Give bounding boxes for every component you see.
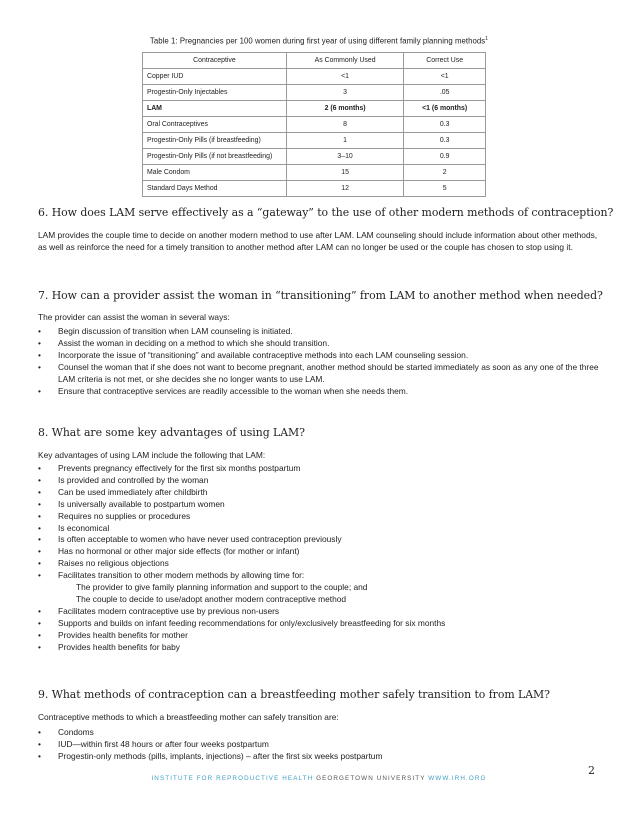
footer-institute: INSTITUTE FOR REPRODUCTIVE HEALTH	[151, 775, 314, 782]
bullet-icon: •	[38, 750, 41, 761]
question-8-intro: Key advantages of using LAM include the following that LAM:	[38, 450, 266, 460]
list-item: • Raises no religious objections	[38, 558, 169, 569]
common-use-cell: 12	[286, 181, 403, 197]
question-7-heading: 7. How can a provider assist the woman in “transitioning” from LAM to another method when needed?	[38, 289, 603, 302]
header-correct-use: Correct Use	[404, 53, 486, 69]
footnote-marker: 1	[485, 36, 489, 42]
list-item: • Incorporate the issue of “transitioning” and available contraceptive methods into each LAM counseling session.	[38, 349, 469, 360]
method-cell: LAM	[143, 101, 287, 117]
method-cell: Progestin-Only Pills (if not breastfeeding)	[143, 149, 287, 165]
list-item: • Supports and builds on infant feeding recommendations for only/exclusively breastfeeding for six months	[38, 617, 446, 628]
table-caption-text: Table 1: Pregnancies per 100 women during first year of using different family planning methods	[149, 36, 486, 46]
common-use-cell: 15	[286, 165, 403, 181]
list-item: • IUD—within first 48 hours or after four weeks postpartum	[38, 738, 269, 749]
table-row-lam	[143, 101, 486, 117]
page-footer	[0, 775, 638, 782]
method-cell: Oral Contraceptives	[143, 117, 287, 133]
list-item: • Is provided and controlled by the woman	[38, 474, 209, 485]
question-9-heading: 9. What methods of contraception can a breastfeeding mother safely transition to from LAM?	[38, 688, 550, 701]
bullet-icon: •	[38, 641, 41, 652]
correct-use-cell: 5	[404, 181, 486, 197]
footer-university: GEORGETOWN UNIVERSITY	[316, 775, 426, 782]
question-6-answer: LAM provides the couple time to decide on another modern method to use after LAM. LAM counseling should include information about other methods, as well as reinforce the need for a timely transition to another method after LAM can no longer be used or the couple has chosen to stop using it.	[38, 230, 598, 253]
header-contraceptive: Contraceptive	[143, 53, 287, 69]
method-cell: Progestin-Only Pills (if breastfeeding)	[143, 133, 287, 149]
bullet-icon: •	[38, 558, 41, 569]
correct-use-cell: <1	[404, 69, 486, 85]
list-item: • Provides health benefits for mother	[38, 629, 188, 640]
bullet-icon: •	[38, 349, 41, 360]
bullet-icon: •	[38, 463, 41, 473]
bullet-icon: •	[38, 534, 41, 545]
list-item: • Has no hormonal or other major side effects (for mother or infant)	[38, 546, 300, 557]
table-caption	[0, 36, 638, 46]
bullet-icon: •	[38, 326, 41, 336]
bullet-icon: •	[38, 385, 41, 396]
list-item: • Provides health benefits for baby	[38, 641, 180, 652]
list-item: • Is economical	[38, 522, 110, 533]
list-sub-item: The provider to give family planning information and support to the couple; and	[76, 582, 368, 593]
bullet-icon: •	[38, 617, 41, 628]
table-row	[143, 165, 486, 181]
correct-use-cell: 0.9	[404, 149, 486, 165]
table-row	[143, 117, 486, 133]
question-8-list	[38, 463, 600, 654]
method-cell: Progestin-Only Injectables	[143, 85, 287, 101]
list-item: • Condoms	[38, 727, 94, 737]
question-7-list	[38, 326, 600, 397]
common-use-cell: 3	[286, 85, 403, 101]
list-item: • Can be used immediately after childbirth	[38, 486, 208, 497]
list-item: • Is universally available to postpartum women	[38, 498, 225, 509]
list-item: • Facilitates modern contraceptive use by previous non-users	[38, 605, 280, 616]
common-use-cell: 1	[286, 133, 403, 149]
page-number: 2	[588, 764, 595, 777]
footer-website-link[interactable]: WWW.IRH.ORG	[428, 775, 487, 782]
method-cell: Male Condom	[143, 165, 287, 181]
question-8-heading: 8. What are some key advantages of using LAM?	[38, 426, 305, 439]
bullet-icon: •	[38, 629, 41, 640]
bullet-icon: •	[38, 498, 41, 509]
correct-use-cell: 2	[404, 165, 486, 181]
question-9-intro: Contraceptive methods to which a breastfeeding mother can safely transition are:	[38, 712, 339, 722]
bullet-icon: •	[38, 570, 41, 581]
bullet-icon: •	[38, 727, 41, 737]
bullet-icon: •	[38, 510, 41, 521]
common-use-cell: 2 (6 months)	[286, 101, 403, 117]
list-item: • Is often acceptable to women who have never used contraception previously	[38, 534, 342, 545]
table-row	[143, 85, 486, 101]
table-row	[143, 149, 486, 165]
pregnancy-rates-table	[142, 52, 486, 197]
list-item: • Counsel the woman that if she does not want to become pregnant, another method should be started immediately as soon as any one of the three LAM criteria is not met, or she decides she no longer wants to use LAM.	[38, 361, 599, 384]
bullet-icon: •	[38, 486, 41, 497]
list-item: • Ensure that contraceptive services are readily accessible to the woman when she needs them.	[38, 385, 409, 396]
common-use-cell: 8	[286, 117, 403, 133]
question-7-intro: The provider can assist the woman in several ways:	[38, 312, 230, 322]
bullet-icon: •	[38, 546, 41, 557]
method-cell: Standard Days Method	[143, 181, 287, 197]
bullet-icon: •	[38, 361, 41, 372]
table-row	[143, 181, 486, 197]
list-item: • Progestin-only methods (pills, implants, injections) – after the first six weeks postpartum	[38, 750, 383, 761]
list-item: • Requires no supplies or procedures	[38, 510, 191, 521]
list-item: • Begin discussion of transition when LAM counseling is initiated.	[38, 326, 293, 336]
table-row	[143, 133, 486, 149]
question-9-list	[38, 727, 600, 763]
table-header-row	[143, 53, 486, 69]
list-item: • Prevents pregnancy effectively for the first six months postpartum	[38, 463, 301, 473]
bullet-icon: •	[38, 337, 41, 348]
list-sub-item: The couple to decide to use/adopt another modern contraceptive method	[76, 593, 347, 604]
list-item: • Facilitates transition to other modern methods by allowing time for:	[38, 570, 305, 581]
bullet-icon: •	[38, 522, 41, 533]
question-6-heading: 6. How does LAM serve effectively as a “gateway” to the use of other modern methods of contraception?	[38, 206, 614, 219]
method-cell: Copper IUD	[143, 69, 287, 85]
header-common-use: As Commonly Used	[286, 53, 403, 69]
bullet-icon: •	[38, 474, 41, 485]
correct-use-cell: <1 (6 months)	[404, 101, 486, 117]
correct-use-cell: .05	[404, 85, 486, 101]
common-use-cell: 3–10	[286, 149, 403, 165]
correct-use-cell: 0.3	[404, 117, 486, 133]
list-item: • Assist the woman in deciding on a method to which she should transition.	[38, 337, 330, 348]
common-use-cell: <1	[286, 69, 403, 85]
bullet-icon: •	[38, 738, 41, 749]
correct-use-cell: 0.3	[404, 133, 486, 149]
bullet-icon: •	[38, 605, 41, 616]
table-row	[143, 69, 486, 85]
